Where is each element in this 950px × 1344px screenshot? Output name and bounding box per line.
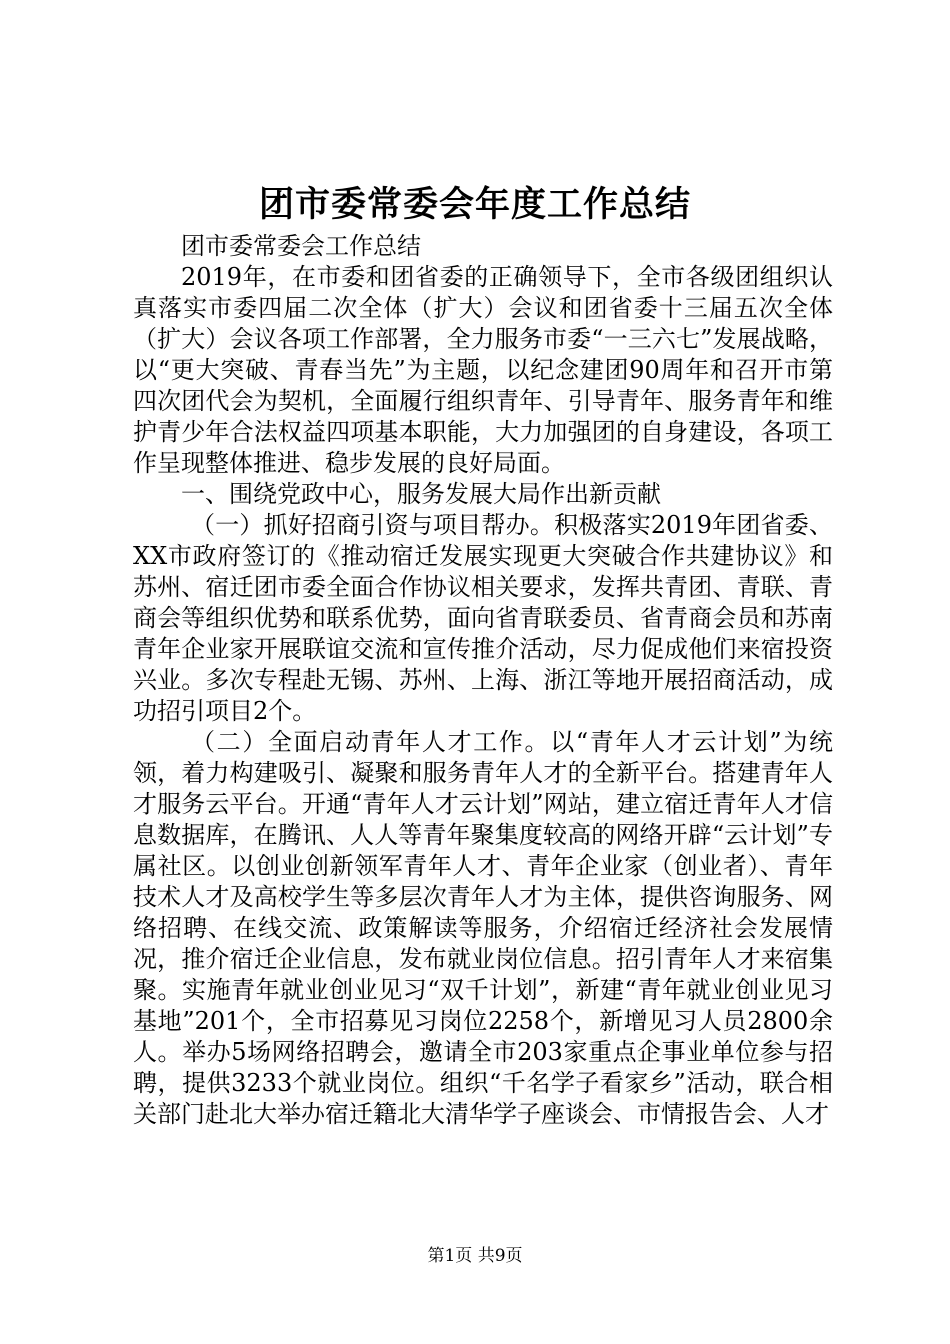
page-footer: 第1页 共9页 xyxy=(427,1246,523,1266)
document-body xyxy=(133,231,833,1130)
intro-paragraph: 2019年，在市委和团省委的正确领导下，全市各级团组织认真落实市委四届二次全体（扩大）会议和团省委十三届五次全体（扩大）会议各项工作部署，全力服务市委“一三六七”发展战略，以“更大突破、青春当先”为主题，以纪念建团90周年和召开市第四次团代会为契机，全面履行组织青年、引导青年、服务青年和维护青少年合法权益四项基本职能，大力加强团的自身建设，各项工作呈现整体推进、稳步发展的良好局面。 xyxy=(133,263,833,477)
body-paragraph: （二）全面启动青年人才工作。以“青年人才云计划”为统领，着力构建吸引、凝聚和服务青年人才的全新平台。搭建青年人才服务云平台。开通“青年人才云计划”网站，建立宿迁青年人才信息数据库，在腾讯、人人等青年聚集度较高的网络开辟“云计划”专属社区。以创业创新领军青年人才、青年企业家（创业者）、青年技术人才及高校学生等多层次青年人才为主体，提供咨询服务、网络招聘、在线交流、政策解读等服务，介绍宿迁经济社会发展情况，推介宿迁企业信息，发布就业岗位信息。招引青年人才来宿集聚。实施青年就业创业见习“双千计划”，新建“青年就业创业见习基地”201个，全市招募见习岗位2258个，新增见习人员2800余人。举办5场网络招聘会，邀请全市203家重点企事业单位参与招聘，提供3233个就业岗位。组织“千名学子看家乡”活动，联合相关部门赴北大举办宿迁籍北大清华学子座谈会、市情报告会、人才 xyxy=(133,728,833,1128)
body-paragraph: （一）抓好招商引资与项目帮办。积极落实2019年团省委、XX市政府签订的《推动宿迁发展实现更大突破合作共建协议》和苏州、宿迁团市委全面合作协议相关要求，发挥共青团、青联、青商会等组织优势和联系优势，面向省青联委员、省青商会员和苏南青年企业家开展联谊交流和宣传推介活动，尽力促成他们来宿投资兴业。多次专程赴无锡、苏州、上海、浙江等地开展招商活动，成功招引项目2个。 xyxy=(133,511,833,725)
section-heading: 一、围绕党政中心，服务发展大局作出新贡献 xyxy=(181,480,661,508)
subtitle-paragraph: 团市委常委会工作总结 xyxy=(181,232,421,260)
document-title: 团市委常委会年度工作总结 xyxy=(258,184,691,225)
